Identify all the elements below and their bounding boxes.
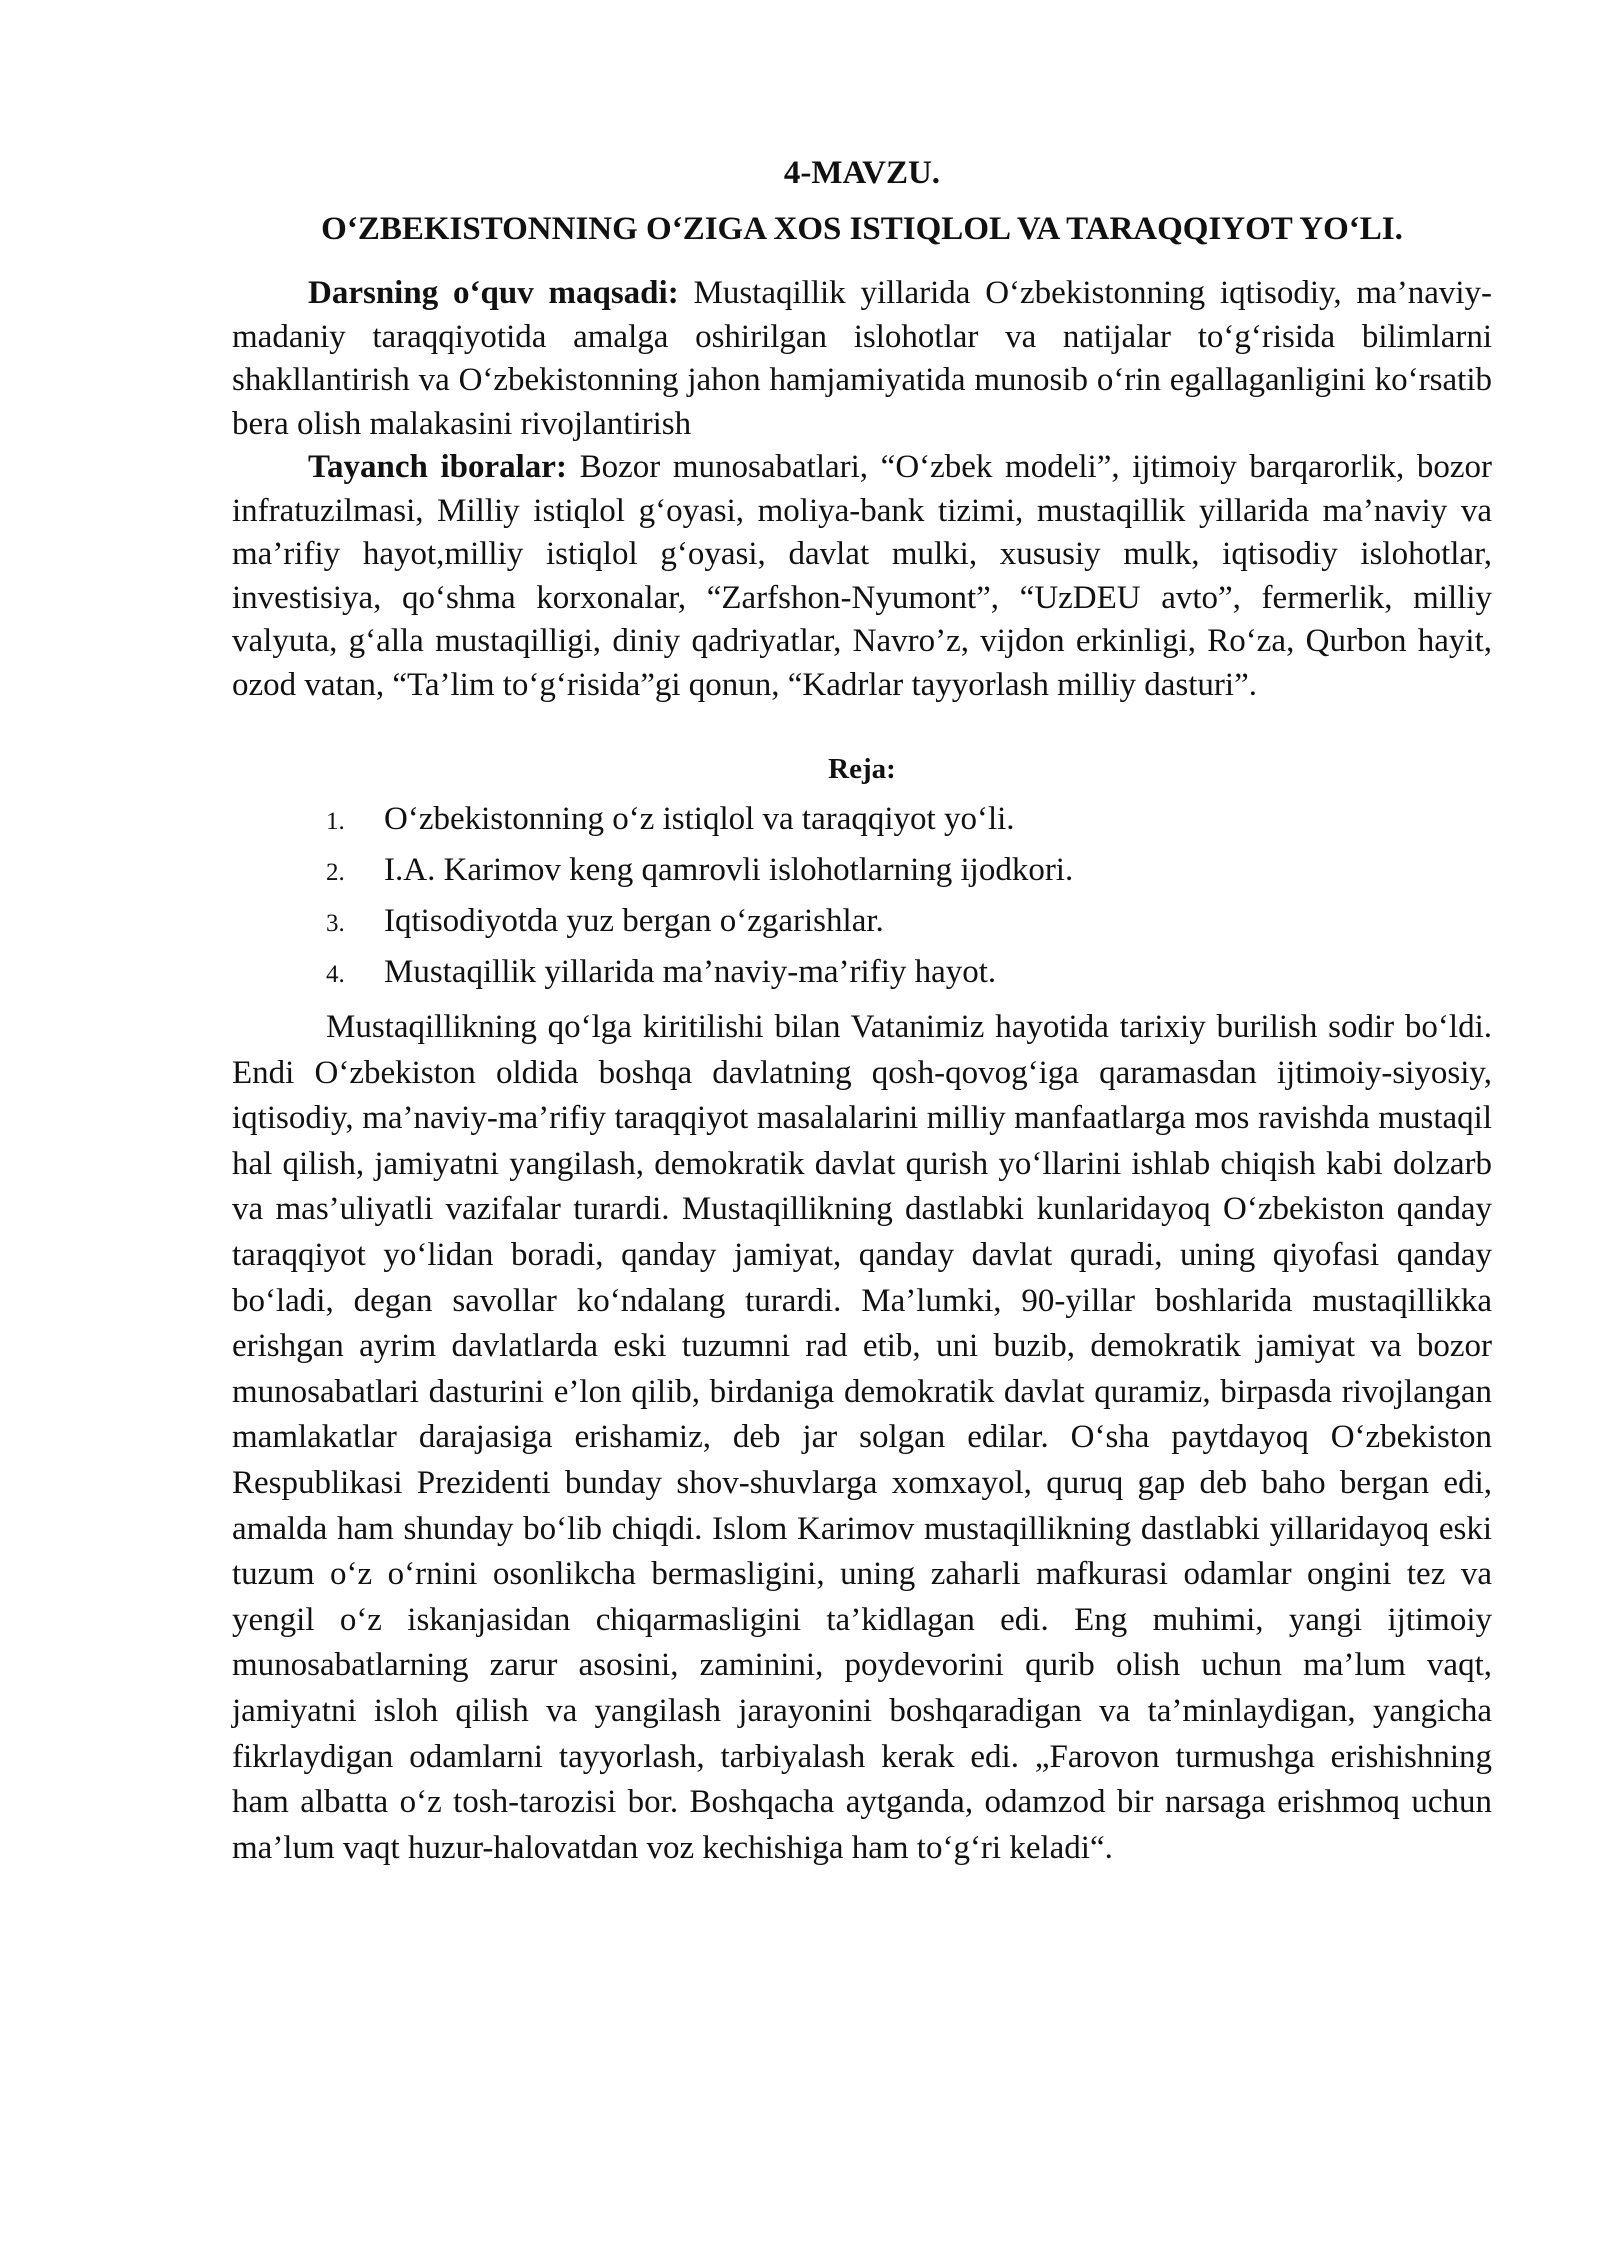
plan-item-number: 4. <box>326 961 345 988</box>
plan-item-number: 3. <box>326 910 345 937</box>
plan-item <box>232 948 1492 999</box>
plan-item <box>232 846 1492 897</box>
objective-label: Darsning o‘quv maqsadi: <box>308 275 679 311</box>
plan-item-text: O‘zbekistonning o‘z istiqlol va taraqqiyot yo‘li. <box>384 801 1015 837</box>
topic-number: 4-MAVZU. <box>783 155 941 191</box>
objective-text: Mustaqillik yillarida O‘zbekistonning iqtisodiy, ma’naviy-madaniy taraqqiyotida amalga oshirilgan islohotlar va natijalar to‘g‘risida bilimlarni shakllantirish va O‘zbekistonning jahon hamjamiyatida munosib o‘rin egallaganligini ko‘rsatib bera olish malakasini rivojlantirish <box>232 275 1492 442</box>
plan-item-text: Iqtisodiyotda yuz bergan o‘zgarishlar. <box>384 903 884 939</box>
keywords-text: Bozor munosabatlari, “O‘zbek modeli”, ijtimoiy barqarorlik, bozor infratuzilmasi, Milliy istiqlol g‘oyasi, moliya-bank tizimi, mustaqillik yillarida ma’naviy va ma’rifiy hayot,milliy istiqlol g‘oyasi, davlat mulki, xususiy mulk, iqtisodiy islohotlar, investisiya, qo‘shma korxonalar, “Zarfshon-Nyumont”, “UzDEU avto”, fermerlik, milliy valyuta, g‘alla mustaqilligi, diniy qadriyatlar, Navro’z, vijdon erkinligi, Ro‘za, Qurbon hayit, ozod vatan, “Ta’lim to‘g‘risida”gi qonun, “Kadrlar tayyorlash milliy dasturi”. <box>232 449 1492 703</box>
plan-item-text: I.A. Karimov keng qamrovli islohotlarning ijodkori. <box>384 852 1074 888</box>
keywords-label: Tayanch iboralar: <box>308 449 567 485</box>
plan-item-text: Mustaqillik yillarida ma’naviy-ma’rifiy hayot. <box>384 954 997 990</box>
plan-list <box>232 795 1492 999</box>
plan-heading: Reja: <box>828 753 896 785</box>
topic-title: O‘ZBEKISTONNING O‘ZIGA XOS ISTIQLOL VA TARAQQIYOT YO‘LI. <box>321 211 1403 247</box>
keywords-paragraph <box>232 446 1492 707</box>
plan-item <box>232 897 1492 948</box>
plan-item-number: 1. <box>326 808 345 835</box>
plan-item-number: 2. <box>326 859 345 886</box>
document-page <box>232 150 1492 1871</box>
plan-item <box>232 795 1492 846</box>
body-paragraph: Mustaqillikning qo‘lga kiritilishi bilan Vatanimiz hayotida tarixiy burilish sodir bo‘ldi. Endi O‘zbekiston oldida boshqa davlatning qosh-qovog‘iga qaramasdan ijtimoiy-siyosiy, iqtisodiy, ma’naviy-ma’rifiy taraqqiyot masalalarini milliy manfaatlarga mos ravishda mustaqil hal qilish, jamiyatni yangilash, demokratik davlat qurish yo‘llarini ishlab chiqish kabi dolzarb va mas’uliyatli vazifalar turardi. Mustaqillikning dastlabki kunlaridayoq O‘zbekiston qanday taraqqiyot yo‘lidan boradi, qanday jamiyat, qanday davlat quradi, uning qiyofasi qanday bo‘ladi, degan savollar ko‘ndalang turardi. Ma’lumki, 90-yillar boshlarida mustaqillikka erishgan ayrim davlatlarda eski tuzumni rad etib, uni buzib, demokratik jamiyat va bozor munosabatlari dasturini e’lon qilib, birdaniga demokratik davlat quramiz, birpasda rivojlangan mamlakatlar darajasiga erishamiz, deb jar solgan edilar. O‘sha paytdayoq O‘zbekiston Respublikasi Prezidenti bunday shov-shuvlarga xomxayol, quruq gap deb baho bergan edi, amalda ham shunday bo‘lib chiqdi. Islom Karimov mustaqillikning dastlabki yillaridayoq eski tuzum o‘z o‘rnini osonlikcha bermasligini, uning zaharli mafkurasi odamlar ongini tez va yengil o‘z iskanjasidan chiqarmasligini ta’kidlagan edi. Eng muhimi, yangi ijtimoiy munosabatlarning zarur asosini, zaminini, poydevorini qurib olish uchun ma’lum vaqt, jamiyatni isloh qilish va yangilash jarayonini boshqaradigan va ta’minlaydigan, yangicha fikrlaydigan odamlarni tayyorlash, tarbiyalash kerak edi. „Farovon turmushga erishishning ham albatta o‘z tosh-tarozisi bor. Boshqacha aytganda, odamzod bir narsaga erishmoq uchun ma’lum vaqt huzur-halovatdan voz kechishiga ham to‘g‘ri keladi“. <box>232 1009 1492 1866</box>
objective-paragraph <box>232 272 1492 446</box>
